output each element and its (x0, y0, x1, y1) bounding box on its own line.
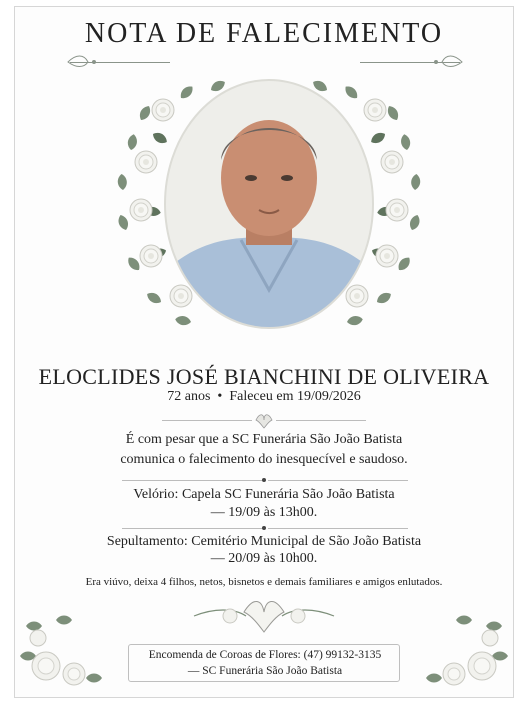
burial-line-2: — 20/09 às 10h00. (210, 551, 318, 566)
separator-left-2 (122, 528, 262, 529)
separator-left-1 (122, 480, 262, 481)
flowers-contact-box (128, 644, 400, 682)
death-date: Faleceu em 19/09/2026 (229, 389, 361, 404)
family-note: Era viúvo, deixa 4 filhos, netos, bisnetos e demais familiares e amigos enlutados. (85, 576, 443, 588)
info-bullet: • (217, 389, 223, 404)
page-title: NOTA DE FALECIMENTO (84, 18, 444, 49)
burial-line-1: Sepultamento: Cemitério Municipal de São João Batista (106, 534, 422, 549)
rose-bouquet-left (16, 606, 116, 696)
deceased-name: ELOCLIDES JOSÉ BIANCHINI DE OLIVEIRA (38, 364, 490, 389)
announcement-line-1: É com pesar que a SC Funerária São João Batista (125, 432, 403, 447)
portrait-photo (161, 76, 377, 340)
rose-bouquet-right (412, 606, 512, 696)
deceased-info (0, 389, 528, 405)
flowers-line-2: — SC Funerária São João Batista (187, 665, 343, 677)
announcement-line-2: comunica o falecimento do inesquecível e saudoso. (120, 452, 408, 467)
wake-line-2: — 19/09 às 13h00. (210, 505, 318, 520)
flowers-line-1: Encomenda de Coroas de Flores: (47) 99132-3135 (148, 649, 382, 661)
separator-dot-1 (262, 478, 266, 482)
separator-right-2 (268, 528, 408, 529)
wake-line-1: Velório: Capela SC Funerária São João Batista (133, 487, 395, 502)
dove-icon (244, 601, 284, 632)
floral-wreath (101, 70, 437, 340)
dove-icon (254, 410, 274, 430)
dove-ornament (184, 594, 344, 636)
separator-right-1 (268, 480, 408, 481)
deceased-age: 72 anos (167, 389, 211, 404)
separator-dot-2 (262, 526, 266, 530)
